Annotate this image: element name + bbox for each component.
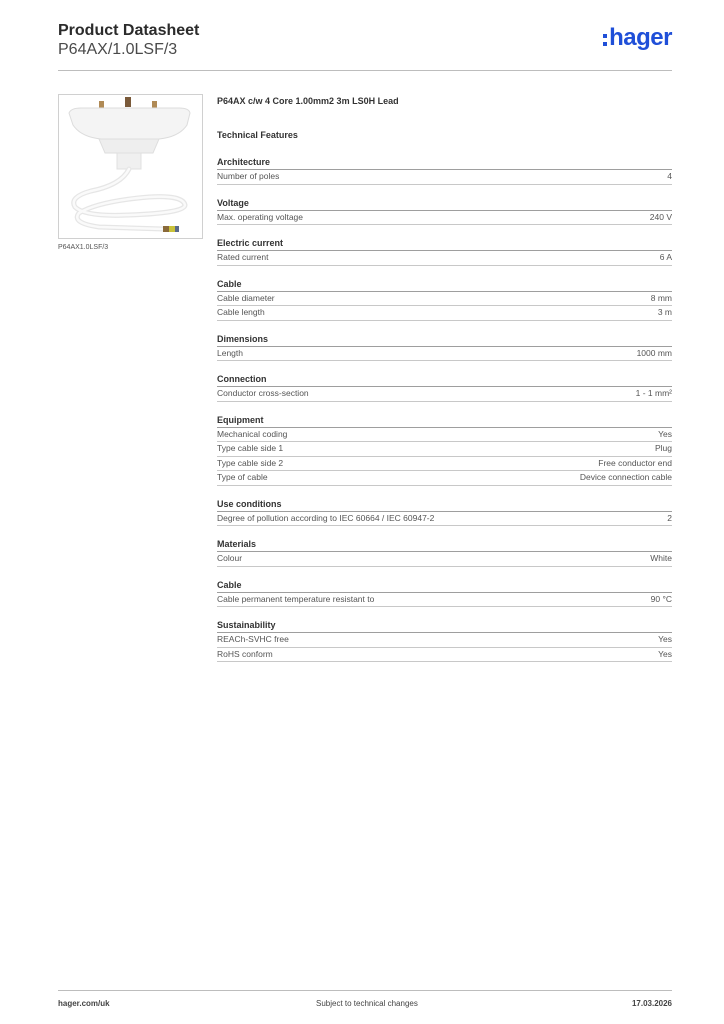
- page-header: [58, 22, 672, 71]
- feature-label: Cable diameter: [217, 292, 275, 303]
- logo-colon-icon: [603, 34, 607, 46]
- feature-label: Type cable side 1: [217, 443, 284, 453]
- feature-section: [217, 373, 672, 402]
- feature-label: Cable length: [217, 307, 265, 317]
- feature-row: [217, 457, 672, 472]
- feature-value: Free conductor end: [598, 457, 672, 468]
- section-title: Dimensions: [217, 333, 672, 347]
- feature-sections: [217, 156, 672, 662]
- feature-label: Max. operating voltage: [217, 211, 303, 222]
- feature-section: [217, 333, 672, 362]
- product-title: P64AX c/w 4 Core 1.00mm2 3m LS0H Lead: [217, 96, 399, 106]
- feature-value: Device connection cable: [579, 472, 672, 482]
- technical-content: [217, 96, 672, 662]
- feature-value: 4: [667, 171, 672, 181]
- feature-value: 1000 mm: [636, 347, 672, 358]
- feature-label: REACh-SVHC free: [217, 634, 289, 644]
- feature-row: [217, 306, 672, 321]
- feature-row: [217, 292, 672, 307]
- feature-label: RoHS conform: [217, 648, 273, 659]
- feature-value: Yes: [658, 428, 672, 439]
- feature-label: Degree of pollution according to IEC 60664 / IEC 60947-2: [217, 512, 435, 523]
- feature-row: [217, 387, 672, 402]
- hager-logo: [603, 26, 672, 50]
- feature-value: White: [650, 553, 672, 563]
- feature-value: Plug: [654, 443, 672, 453]
- section-title: Electric current: [217, 237, 672, 251]
- image-caption: P64AX1.0LSF/3: [58, 244, 109, 251]
- product-image: [58, 94, 203, 239]
- feature-row: [217, 633, 672, 648]
- feature-value: Yes: [658, 648, 672, 659]
- feature-section: [217, 498, 672, 527]
- footer-date: 17.03.2026: [631, 999, 672, 1008]
- feature-section: [217, 156, 672, 185]
- section-title: Materials: [217, 538, 672, 552]
- plug-cable-icon: [59, 95, 202, 238]
- feature-section: [217, 237, 672, 266]
- feature-section: [217, 414, 672, 486]
- feature-section: [217, 538, 672, 567]
- document-type: Product Datasheet: [58, 22, 200, 39]
- feature-label: Type cable side 2: [217, 457, 284, 468]
- feature-row: [217, 552, 672, 567]
- footer-notice: Subject to technical changes: [316, 999, 418, 1008]
- section-title: Use conditions: [217, 498, 672, 512]
- feature-section: [217, 278, 672, 321]
- section-title: Connection: [217, 373, 672, 387]
- section-title: Sustainability: [217, 619, 672, 633]
- feature-value: Yes: [658, 634, 672, 644]
- feature-row: [217, 442, 672, 457]
- feature-value: 8 mm: [650, 292, 672, 303]
- feature-row: [217, 211, 672, 226]
- feature-label: Conductor cross-section: [217, 388, 309, 398]
- feature-value: 2: [667, 512, 672, 523]
- feature-value: 240 V: [649, 211, 672, 222]
- feature-label: Mechanical coding: [217, 428, 288, 439]
- feature-section: [217, 579, 672, 608]
- feature-value: 3 m: [657, 307, 672, 317]
- logo-text: hager: [609, 24, 672, 51]
- feature-row: [217, 347, 672, 362]
- section-title: Voltage: [217, 197, 672, 211]
- section-title: Cable: [217, 278, 672, 292]
- feature-label: Colour: [217, 553, 243, 563]
- feature-row: [217, 648, 672, 663]
- feature-value: 1 - 1 mm²: [635, 388, 672, 398]
- section-title: Architecture: [217, 156, 672, 170]
- feature-label: Cable permanent temperature resistant to: [217, 593, 375, 604]
- feature-row: [217, 428, 672, 443]
- feature-label: Number of poles: [217, 171, 280, 181]
- feature-label: Type of cable: [217, 472, 268, 482]
- feature-label: Rated current: [217, 252, 269, 262]
- feature-label: Length: [217, 347, 243, 358]
- feature-row: [217, 471, 672, 486]
- section-title: Cable: [217, 579, 672, 593]
- feature-row: [217, 170, 672, 185]
- feature-value: 6 A: [659, 252, 672, 262]
- footer-website: hager.com/uk: [58, 999, 110, 1008]
- feature-row: [217, 512, 672, 527]
- technical-features-heading: Technical Features: [217, 130, 298, 140]
- feature-row: [217, 251, 672, 266]
- page-footer: [58, 990, 672, 1013]
- feature-section: [217, 619, 672, 662]
- product-reference: P64AX/1.0LSF/3: [58, 41, 178, 58]
- feature-row: [217, 593, 672, 608]
- feature-section: [217, 197, 672, 226]
- feature-value: 90 °C: [650, 593, 672, 604]
- section-title: Equipment: [217, 414, 672, 428]
